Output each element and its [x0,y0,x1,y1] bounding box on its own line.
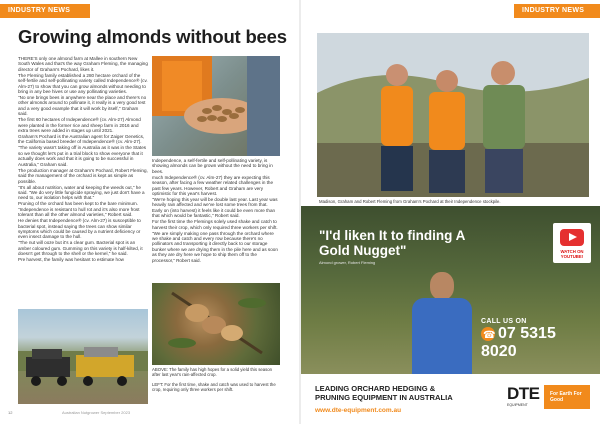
paragraph: "The variety wasn't taking off in Australia as it was in the States so we thought let's put in a trial block to show everyone that it actually does work and that it is going to be successful in Australia," Graham said. [18,145,147,167]
machinery-illustration [18,309,148,404]
team-illustration [317,33,589,197]
ad-headline [315,384,510,402]
paragraph: The Fleming family established a 280 hectare orchard of the self-fertile and self-pollinating variety called Independence® (cv. Alm-27) to show that you can grow almonds without needing to bring in any bee hives or use any pollinating varieties. [18,72,148,95]
paragraph: For the first time the Flemings solely used shake and catch to harvest their crop, which only required three workers per shift. [152,219,278,230]
paragraph: The first 60 hectares of Independence® (cv. Alm-27) Almond were planted in the former rice and sheep farm in 2016 and extra trees were added in stages up until 2021. [18,117,141,134]
ad-headline-line1: LEADING ORCHARD HEDGING & [315,384,436,393]
paragraph: much Independence® (cv. Alm-27) they are expecting this season, after facing a few weather related challenges in the past few years. However, Robert and Graham are very optimistic for this year's harvest. [152,174,274,197]
hands-illustration [152,56,280,156]
ad-banner [301,206,600,374]
photo-fleming-family [317,33,589,197]
footer-note: Australian Nutgrower September 2023 [62,410,131,415]
paragraph: THERE'S only one almond farm at Mallee in southern New South Wales and that's the way Graham Fleming, the managing director of Graham's Pochard, likes it. [18,56,148,72]
ad-footer [301,374,600,424]
youtube-play-icon [560,229,584,246]
photo-almonds-in-hands [152,56,280,156]
youtube-label-line1: WATCH ON [560,249,584,254]
left-page [0,0,299,424]
ad-headline-line2: PRUNING EQUIPMENT IN AUSTRALIA [315,393,453,402]
dte-logo: DTE [507,384,540,403]
phone-icon [481,327,495,341]
dte-logo-subtext: EQUIPMENT [507,403,528,407]
person-head [430,272,454,300]
section-tab-left: INDUSTRY NEWS [0,4,90,18]
paragraph: "The nut will ooze but it's a clear gum. Bacterial spot is an amber coloured gum. Gumming on this variety is half-kilted, it doesn't get through to the shell or the kernel," he said. [18,240,143,257]
paragraph: Pre harvest, the family was hesitant to estimate how [18,257,124,263]
paragraph: Independence, a self-fertile and self-pollinating variety, is showing almonds can be grown without the need to bring in bees. [152,158,273,174]
paragraph: "We are simply making one pass through the orchard where we shake and catch and every row because there's no pollinators and transporting it directly back to our storage bunker where we are drying them in the pile here and as soon as they are dry here we hope to ship them off to the processor," Robert said. [152,230,278,263]
ad-website-link[interactable]: www.dte-equipment.com.au [315,407,402,414]
paragraph: "No one brings bees in anywhere near the place and there's no other almonds around to pollinate it, it really is a very good test and a very good example that it will work by itself," Graham said. [18,95,147,117]
youtube-label-line2: YOUTUBE! [560,254,584,259]
paragraph: "It's all about nutrition, water and keeping the weeds out," he said. "We do very little fungicide spraying, we just don't have a need to, our isolation helps with that." [18,184,145,201]
article-headline: Growing almonds without bees [18,26,287,47]
call-us-block[interactable] [481,318,591,361]
ad-person-photo [408,270,476,374]
phone-number-text: 07 5315 8020 [481,325,556,360]
dte-advertisement [301,206,600,424]
caption-almonds: ABOVE: The family has high hopes for a solid yield this season after last year's rain-affected crop. [152,367,273,377]
phone-number[interactable] [481,325,591,361]
caption-harvest: LEFT: For the first time, shake and catch was used to harvest the crop, requiring only three workers per shift. [152,382,276,392]
section-tab-right: INDUSTRY NEWS [514,4,600,18]
youtube-badge[interactable] [553,223,591,263]
article-column-1 [18,56,148,306]
dte-tagline: For Earth For Good [544,385,590,409]
photo-almonds-on-tree [152,283,280,365]
ad-quote: "I'd liken It to finding A Gold Nugget" [319,228,465,258]
paragraph: Pruning of the orchard has been kept to the bare minimum. "Independence is resistant to hull rot and it's also more frost tolerant than all the other almond varieties," Robert said. [18,201,140,218]
ad-quote-attribution: Almond grower, Robert Fleming [319,260,376,265]
caption-team: Madison, Graham and Robert Fleming from Graham's Pochard at their Independence stockpile. [319,199,501,204]
youtube-label [553,249,591,259]
article-column-2 [152,158,278,278]
almonds-illustration [152,283,280,365]
person-shirt [412,298,472,374]
right-page [301,0,600,424]
paragraph: Graham's Pochard is the Australian agent for Zaiger Genetics, the California based breeder of Independence® (cv. Alm-27). [18,134,145,145]
paragraph: He denies that Independence® (cv. Alm-27) is susceptible to bacterial spot, instead saying the trees can show similar symptoms which could be caused by a nutrient deficiency or even insect damage to the hull. [18,218,141,240]
paragraph: "We're hoping this year will be double last year. Last year was heavily rain affected and we've lost some trees from that. Early on (into harvest) it feels like it could be even more than that which would be fantastic," Robert said. [152,197,278,219]
page-number: 12 [8,410,13,415]
photo-harvest-machinery [18,309,148,404]
call-us-label: CALL US ON [481,318,527,325]
paragraph: The production manager at Graham's Pochard, Robert Fleming, said the management of the orchard is kept as simple as possible. [18,167,148,184]
